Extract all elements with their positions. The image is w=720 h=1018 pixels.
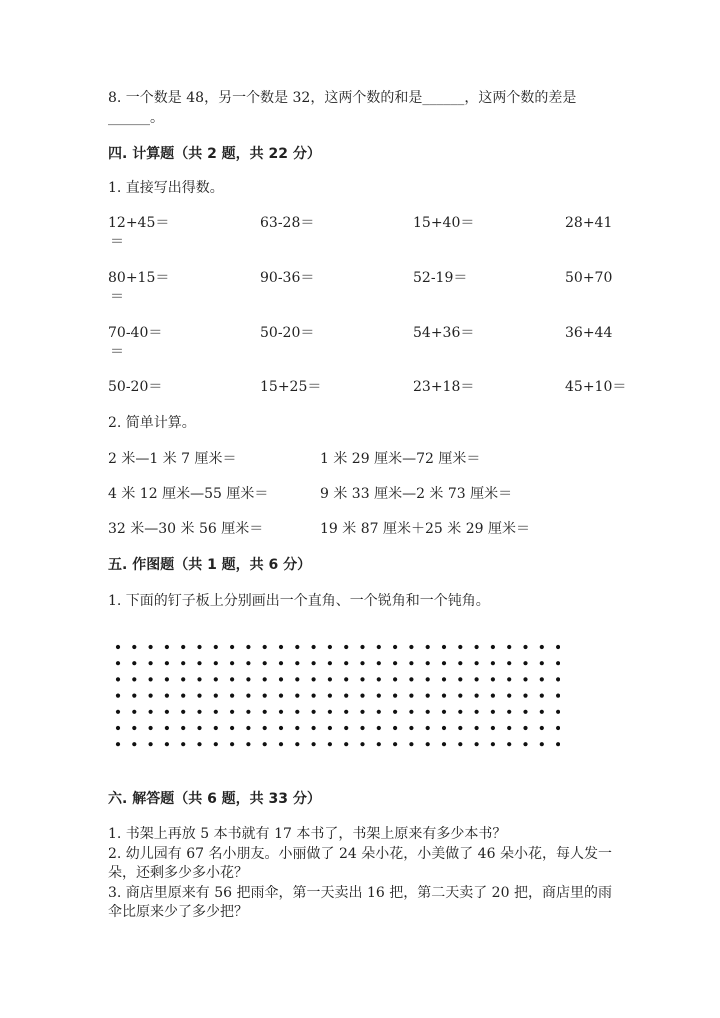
peg-dot[interactable] [116, 694, 120, 698]
peg-dot[interactable] [230, 726, 234, 730]
peg-dot[interactable] [344, 710, 348, 714]
peg-dot[interactable] [132, 710, 136, 714]
peg-dot[interactable] [426, 677, 430, 681]
calc-item: 80+15＝ [108, 270, 170, 286]
peg-dot[interactable] [132, 726, 136, 730]
peg-dot[interactable] [556, 694, 560, 698]
peg-dot[interactable] [295, 710, 299, 714]
unit-calc-item: 19 米 87 厘米＋25 米 29 厘米＝ [320, 521, 530, 537]
section-5-heading: 五. 作图题（共 1 题，共 6 分） [108, 557, 312, 573]
peg-dot[interactable] [360, 661, 364, 665]
peg-dot[interactable] [116, 661, 120, 665]
peg-dot[interactable] [149, 726, 153, 730]
peg-dot[interactable] [295, 645, 299, 649]
peg-dot[interactable] [491, 645, 495, 649]
peg-dot[interactable] [377, 677, 381, 681]
peg-dot[interactable] [246, 726, 250, 730]
peg-dot[interactable] [230, 661, 234, 665]
peg-dot[interactable] [263, 645, 267, 649]
peg-dot[interactable] [409, 726, 413, 730]
peg-dot[interactable] [328, 742, 332, 746]
peg-dot[interactable] [181, 694, 185, 698]
question-8-line-2: ______。 [108, 110, 164, 126]
peg-dot[interactable] [230, 742, 234, 746]
peg-dot[interactable] [540, 694, 544, 698]
peg-dot[interactable] [165, 677, 169, 681]
peg-dot[interactable] [507, 645, 511, 649]
peg-dot[interactable] [197, 726, 201, 730]
peg-dot[interactable] [442, 694, 446, 698]
calc-item: 23+18＝ [413, 379, 475, 395]
peg-dot[interactable] [540, 677, 544, 681]
peg-dot[interactable] [328, 661, 332, 665]
peg-dot[interactable] [165, 645, 169, 649]
peg-dot[interactable] [507, 661, 511, 665]
peg-dot[interactable] [312, 726, 316, 730]
peg-dot[interactable] [165, 694, 169, 698]
peg-dot[interactable] [360, 742, 364, 746]
peg-dot[interactable] [523, 742, 527, 746]
peg-dot[interactable] [393, 677, 397, 681]
calc-item-wrap: ＝ [110, 344, 124, 360]
peg-dot[interactable] [312, 677, 316, 681]
section-4-q2-prompt: 2. 简单计算。 [108, 415, 196, 431]
peg-dot[interactable] [181, 645, 185, 649]
peg-dot[interactable] [360, 710, 364, 714]
peg-dot[interactable] [344, 661, 348, 665]
peg-dot[interactable] [328, 677, 332, 681]
peg-dot[interactable] [344, 694, 348, 698]
peg-dot[interactable] [556, 645, 560, 649]
peg-dot[interactable] [246, 677, 250, 681]
calc-item: 28+41 [565, 215, 613, 231]
unit-calc-item: 1 米 29 厘米—72 厘米＝ [320, 451, 481, 467]
peg-dot[interactable] [409, 742, 413, 746]
peg-dot[interactable] [116, 677, 120, 681]
section-4-heading: 四. 计算题（共 2 题，共 22 分） [108, 146, 321, 162]
peg-dot[interactable] [312, 661, 316, 665]
peg-dot[interactable] [475, 710, 479, 714]
peg-dot[interactable] [507, 694, 511, 698]
peg-dot[interactable] [393, 710, 397, 714]
peg-dot[interactable] [442, 677, 446, 681]
unit-calc-item: 32 米—30 米 56 厘米＝ [108, 521, 264, 537]
calc-item: 15+40＝ [413, 215, 475, 231]
peg-dot[interactable] [426, 710, 430, 714]
peg-dot[interactable] [295, 726, 299, 730]
peg-dot[interactable] [149, 742, 153, 746]
peg-dot[interactable] [263, 694, 267, 698]
peg-dot[interactable] [458, 661, 462, 665]
peg-dot[interactable] [540, 710, 544, 714]
peg-dot[interactable] [556, 677, 560, 681]
peg-dot[interactable] [263, 726, 267, 730]
peg-dot[interactable] [426, 694, 430, 698]
peg-dot[interactable] [458, 742, 462, 746]
section-6-heading: 六. 解答题（共 6 题，共 33 分） [108, 791, 321, 807]
peg-dot[interactable] [295, 661, 299, 665]
peg-dot[interactable] [132, 742, 136, 746]
peg-dot[interactable] [132, 645, 136, 649]
unit-calc-item: 9 米 33 厘米—2 米 73 厘米＝ [320, 486, 513, 502]
peg-dot[interactable] [458, 710, 462, 714]
peg-dot[interactable] [442, 645, 446, 649]
peg-dot[interactable] [279, 694, 283, 698]
peg-dot[interactable] [165, 726, 169, 730]
section-6-q2-line-2: 朵，还剩多少多小花？ [108, 865, 248, 881]
section-6-q2-line-1: 2. 幼儿园有 67 名小朋友。小丽做了 24 朵小花，小美做了 46 朵小花，每人发一 [108, 846, 612, 862]
peg-dot[interactable] [475, 726, 479, 730]
peg-dot[interactable] [197, 710, 201, 714]
peg-dot[interactable] [197, 677, 201, 681]
peg-dot[interactable] [540, 661, 544, 665]
peg-dot[interactable] [116, 710, 120, 714]
peg-dot[interactable] [328, 710, 332, 714]
peg-dot[interactable] [507, 677, 511, 681]
peg-dot[interactable] [116, 645, 120, 649]
peg-dot[interactable] [458, 694, 462, 698]
peg-dot[interactable] [507, 710, 511, 714]
peg-dot[interactable] [475, 694, 479, 698]
peg-dot[interactable] [181, 710, 185, 714]
peg-dot[interactable] [230, 677, 234, 681]
peg-dot[interactable] [263, 677, 267, 681]
unit-calc-item: 2 米—1 米 7 厘米＝ [108, 451, 237, 467]
peg-dot[interactable] [556, 710, 560, 714]
peg-dot[interactable] [491, 661, 495, 665]
peg-dot[interactable] [197, 645, 201, 649]
peg-dot[interactable] [279, 645, 283, 649]
section-6-q3-line-1: 3. 商店里原来有 56 把雨伞，第一天卖出 16 把，第二天卖了 20 把，商店里的雨 [108, 885, 612, 901]
peg-dot[interactable] [556, 742, 560, 746]
peg-dot[interactable] [409, 661, 413, 665]
peg-dot[interactable] [409, 710, 413, 714]
peg-dot[interactable] [279, 742, 283, 746]
peg-dot[interactable] [458, 726, 462, 730]
peg-dot[interactable] [116, 742, 120, 746]
peg-dot[interactable] [230, 710, 234, 714]
peg-dot[interactable] [246, 661, 250, 665]
peg-dot[interactable] [393, 726, 397, 730]
peg-dot[interactable] [149, 677, 153, 681]
peg-dot[interactable] [149, 645, 153, 649]
peg-dot[interactable] [491, 694, 495, 698]
peg-dot[interactable] [377, 645, 381, 649]
calc-item: 63-28＝ [260, 215, 315, 231]
peg-dot[interactable] [377, 710, 381, 714]
peg-dot[interactable] [328, 645, 332, 649]
peg-dot[interactable] [181, 726, 185, 730]
calc-item-wrap: ＝ [110, 289, 124, 305]
peg-dot[interactable] [540, 726, 544, 730]
peg-dot[interactable] [344, 742, 348, 746]
peg-dot[interactable] [214, 694, 218, 698]
calc-item: 50-20＝ [260, 325, 315, 341]
peg-dot[interactable] [491, 742, 495, 746]
peg-dot[interactable] [230, 694, 234, 698]
peg-dot[interactable] [181, 742, 185, 746]
peg-dot[interactable] [475, 661, 479, 665]
peg-dot[interactable] [523, 661, 527, 665]
calc-item: 54+36＝ [413, 325, 475, 341]
peg-dot[interactable] [360, 726, 364, 730]
calc-item: 15+25＝ [260, 379, 322, 395]
peg-dot[interactable] [246, 645, 250, 649]
peg-dot[interactable] [556, 726, 560, 730]
peg-dot[interactable] [312, 710, 316, 714]
peg-dot[interactable] [409, 694, 413, 698]
peg-dot[interactable] [149, 694, 153, 698]
calc-item: 50+70 [565, 270, 613, 286]
peg-dot[interactable] [540, 742, 544, 746]
peg-dot[interactable] [426, 742, 430, 746]
peg-dot[interactable] [312, 742, 316, 746]
peg-dot[interactable] [507, 742, 511, 746]
peg-dot[interactable] [475, 645, 479, 649]
calc-item: 52-19＝ [413, 270, 468, 286]
peg-dot[interactable] [360, 645, 364, 649]
peg-dot[interactable] [523, 645, 527, 649]
peg-dot[interactable] [263, 661, 267, 665]
peg-dot[interactable] [393, 742, 397, 746]
peg-dot[interactable] [132, 661, 136, 665]
unit-calc-item: 4 米 12 厘米—55 厘米＝ [108, 486, 269, 502]
peg-dot[interactable] [377, 742, 381, 746]
peg-dot[interactable] [523, 710, 527, 714]
peg-dot[interactable] [132, 694, 136, 698]
section-4-q1-prompt: 1. 直接写出得数。 [108, 180, 224, 196]
peg-dot[interactable] [295, 742, 299, 746]
peg-dot[interactable] [344, 645, 348, 649]
peg-dot[interactable] [523, 726, 527, 730]
peg-dot[interactable] [393, 694, 397, 698]
calc-item: 36+44 [565, 325, 613, 341]
peg-dot[interactable] [409, 645, 413, 649]
peg-dot[interactable] [458, 645, 462, 649]
peg-dot[interactable] [523, 677, 527, 681]
peg-dot[interactable] [491, 710, 495, 714]
peg-dot[interactable] [263, 742, 267, 746]
peg-dot[interactable] [116, 726, 120, 730]
peg-dot[interactable] [197, 694, 201, 698]
peg-dot[interactable] [442, 661, 446, 665]
peg-dot[interactable] [360, 677, 364, 681]
peg-dot[interactable] [540, 645, 544, 649]
peg-dot[interactable] [165, 661, 169, 665]
peg-dot[interactable] [344, 677, 348, 681]
peg-dot[interactable] [556, 661, 560, 665]
peg-dot[interactable] [165, 742, 169, 746]
peg-dot[interactable] [197, 661, 201, 665]
peg-dot[interactable] [442, 742, 446, 746]
calc-item: 45+10＝ [565, 379, 627, 395]
peg-dot[interactable] [181, 677, 185, 681]
peg-dot[interactable] [263, 710, 267, 714]
peg-dot[interactable] [279, 726, 283, 730]
peg-dot[interactable] [214, 661, 218, 665]
peg-dot[interactable] [295, 677, 299, 681]
peg-dot[interactable] [328, 694, 332, 698]
peg-dot[interactable] [214, 742, 218, 746]
peg-dot[interactable] [312, 645, 316, 649]
peg-dot[interactable] [246, 742, 250, 746]
peg-dot[interactable] [279, 661, 283, 665]
peg-dot[interactable] [475, 742, 479, 746]
peg-dot[interactable] [279, 677, 283, 681]
peg-dot[interactable] [165, 710, 169, 714]
calc-item-wrap: ＝ [110, 234, 124, 250]
peg-dot[interactable] [360, 694, 364, 698]
peg-dot[interactable] [377, 661, 381, 665]
calc-item: 70-40＝ [108, 325, 163, 341]
peg-dot[interactable] [246, 694, 250, 698]
peg-dot[interactable] [475, 677, 479, 681]
peg-dot[interactable] [426, 645, 430, 649]
question-8-line-1: 8. 一个数是 48，另一个数是 32，这两个数的和是______，这两个数的差是 [108, 90, 577, 106]
pegboard[interactable] [110, 638, 560, 753]
peg-dot[interactable] [279, 710, 283, 714]
peg-dot[interactable] [295, 694, 299, 698]
peg-dot[interactable] [214, 726, 218, 730]
peg-dot[interactable] [442, 726, 446, 730]
peg-dot[interactable] [523, 694, 527, 698]
peg-dot[interactable] [149, 661, 153, 665]
peg-dot[interactable] [214, 645, 218, 649]
peg-dot[interactable] [344, 726, 348, 730]
calc-item: 90-36＝ [260, 270, 315, 286]
section-6-q3-line-2: 伞比原来少了多少把？ [108, 904, 248, 920]
peg-dot[interactable] [426, 726, 430, 730]
peg-dot[interactable] [214, 710, 218, 714]
peg-dot[interactable] [230, 645, 234, 649]
section-6-q1: 1. 书架上再放 5 本书就有 17 本书了，书架上原来有多少本书？ [108, 826, 507, 842]
peg-dot[interactable] [377, 694, 381, 698]
calc-item: 50-20＝ [108, 379, 163, 395]
peg-dot[interactable] [328, 726, 332, 730]
peg-dot[interactable] [393, 645, 397, 649]
peg-dot[interactable] [491, 677, 495, 681]
peg-dot[interactable] [507, 726, 511, 730]
peg-dot[interactable] [426, 661, 430, 665]
peg-dot[interactable] [409, 677, 413, 681]
section-5-q1-text: 1. 下面的钉子板上分别画出一个直角、一个锐角和一个钝角。 [108, 593, 490, 609]
peg-dot[interactable] [393, 661, 397, 665]
calc-item: 12+45＝ [108, 215, 170, 231]
peg-dot[interactable] [491, 726, 495, 730]
peg-dot[interactable] [181, 661, 185, 665]
peg-dot[interactable] [214, 677, 218, 681]
peg-dot[interactable] [377, 726, 381, 730]
peg-dot[interactable] [246, 710, 250, 714]
peg-dot[interactable] [312, 694, 316, 698]
peg-dot[interactable] [149, 710, 153, 714]
peg-dot[interactable] [197, 742, 201, 746]
peg-dot[interactable] [132, 677, 136, 681]
peg-dot[interactable] [442, 710, 446, 714]
peg-dot[interactable] [458, 677, 462, 681]
